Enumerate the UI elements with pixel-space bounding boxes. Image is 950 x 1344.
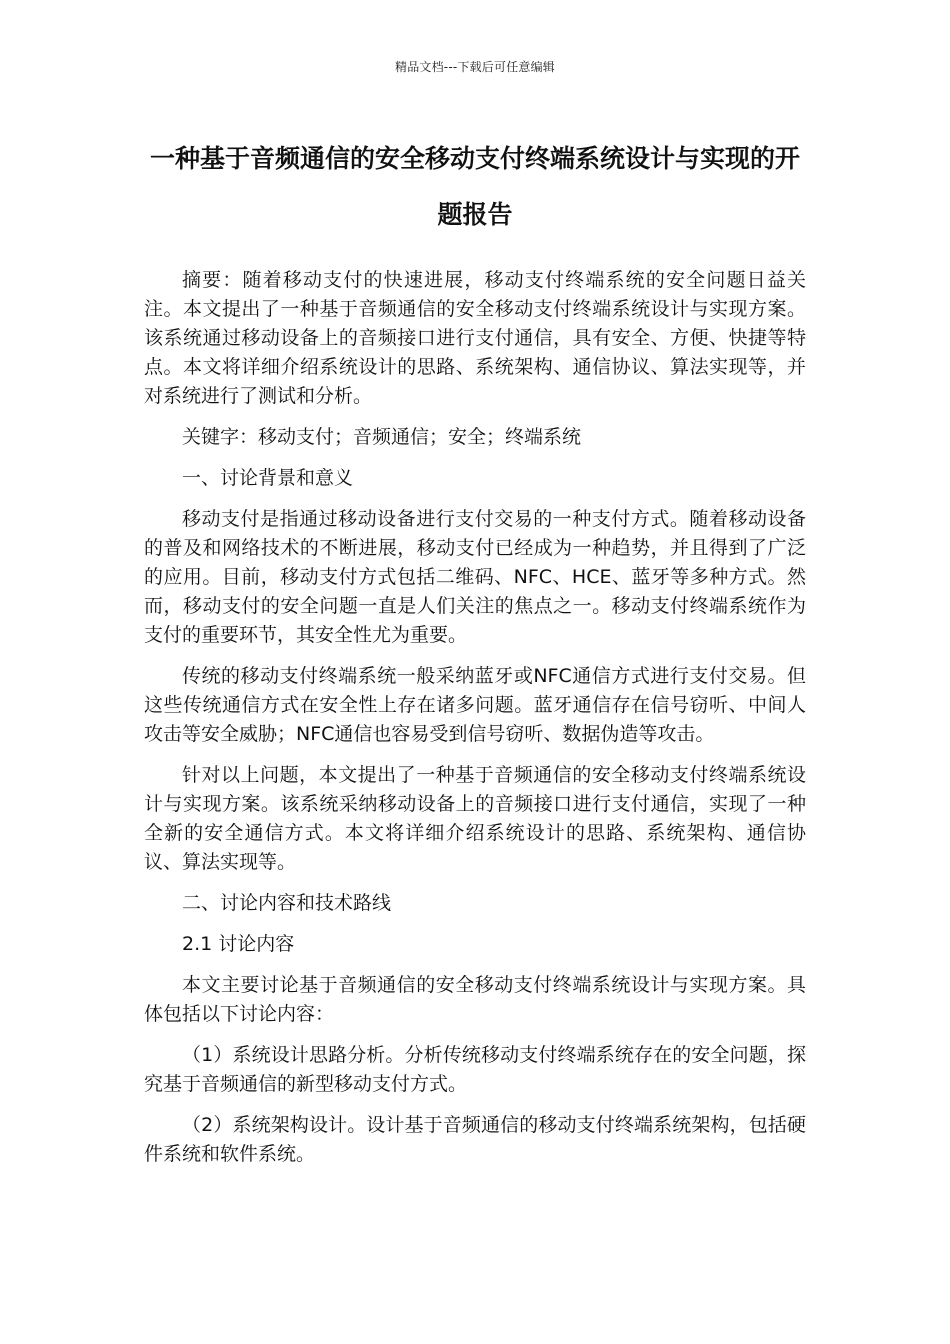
abstract-paragraph: 摘要：随着移动支付的快速进展，移动支付终端系统的安全问题日益关注。本文提出了一种基于音频通信的安全移动支付终端系统设计与实现方案。该系统通过移动设备上的音频接口进行支付通信，具有安全、方便、快捷等特点。本文将详细介绍系统设计的思路、系统架构、通信协议、算法实现等，并对系统进行了测试和分析。 — [144, 269, 806, 407]
document-title: 一种基于音频通信的安全移动支付终端系统设计与实现的开题报告 — [149, 144, 800, 229]
body-paragraph: 本文主要讨论基于音频通信的安全移动支付终端系统设计与实现方案。具体包括以下讨论内容： — [144, 974, 806, 1025]
body-paragraph: 针对以上问题，本文提出了一种基于音频通信的安全移动支付终端系统设计与实现方案。该系统采纳移动设备上的音频接口进行支付通信，实现了一种全新的安全通信方式。本文将详细介绍系统设计的思路、系统架构、通信协议、算法实现等。 — [144, 764, 806, 873]
body-paragraph: 移动支付是指通过移动设备进行支付交易的一种支付方式。随着移动设备的普及和网络技术的不断进展，移动支付已经成为一种趋势，并且得到了广泛的应用。目前，移动支付方式包括二维码、NFC、HCE、蓝牙等多种方式。然而，移动支付的安全问题一直是人们关注的焦点之一。移动支付终端系统作为支付的重要环节，其安全性尤为重要。 — [144, 508, 806, 646]
section-heading: 一、讨论背景和意义 — [182, 467, 354, 489]
list-item: （1）系统设计思路分析。分析传统移动支付终端系统存在的安全问题，探究基于音频通信的新型移动支付方式。 — [144, 1044, 806, 1095]
document-body — [144, 266, 806, 1181]
subsection-heading: 2.1 讨论内容 — [182, 933, 295, 955]
section-heading: 二、讨论内容和技术路线 — [182, 892, 392, 914]
page-header-note: 精品文档---下载后可任意编辑 — [395, 60, 555, 74]
list-item: （2）系统架构设计。设计基于音频通信的移动支付终端系统架构，包括硬件系统和软件系统。 — [144, 1114, 806, 1165]
body-paragraph: 传统的移动支付终端系统一般采纳蓝牙或NFC通信方式进行支付交易。但这些传统通信方式在安全性上存在诸多问题。蓝牙通信存在信号窃听、中间人攻击等安全威胁；NFC通信也容易受到信号窃听、数据伪造等攻击。 — [144, 665, 806, 745]
keywords-line: 关键字：移动支付；音频通信；安全；终端系统 — [182, 426, 582, 448]
